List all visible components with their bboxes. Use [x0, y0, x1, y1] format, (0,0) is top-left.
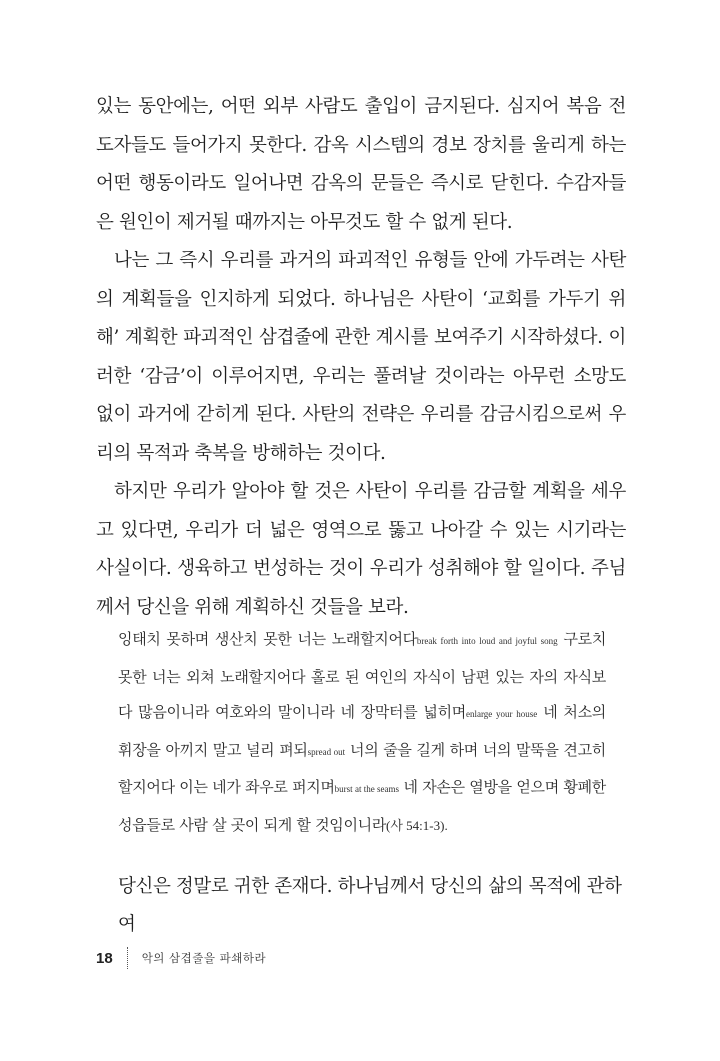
quote-text: 네 자손은 열방을 얻으며 황폐한 성읍들로 사람 살 곳이 되게 할 것임이니라 [118, 778, 606, 834]
paragraph-continued: 있는 동안에는, 어떤 외부 사람도 출입이 금지된다. 심지어 복음 전도자들도 들어가지 못한다. 감옥 시스템의 경보 장치를 울리게 하는 어떤 행동이라도 일어나면 감옥의 문들은 즉시로 닫힌다. 수감자들은 원인이 제거될 때까지는 아무것도 할 수 없게 된다. [96, 96, 626, 233]
closing-paragraph: 당신은 정말로 귀한 존재다. 하나님께서 당신의 삶의 목적에 관하여 [118, 876, 622, 935]
scripture-reference: (사 54:1-3). [386, 817, 448, 833]
page-footer [96, 945, 266, 971]
quote-text: 구로치 못한 너는 외쳐 노래할지어다 홀로 된 여인의 자식이 남편 있는 자의 자식보다 많음이니라 여호와의 말이니라 네 장막터를 넓히며 [118, 630, 607, 722]
english-gloss: break forth into loud and joyful song [416, 636, 558, 646]
page-number: 18 [96, 949, 113, 967]
paragraph-breakthrough: 하지만 우리가 알아야 할 것은 사탄이 우리를 감금할 계획을 세우고 있다면, 우리가 더 넓은 영역으로 뚫고 나아갈 수 있는 시기라는 사실이다. 생육하고 번성하는 것이 우리가 성취해야 할 일이다. 주님께서 당신을 위해 계획하신 것들을 보라. [96, 481, 626, 618]
quote-text: 네 처소의 휘장을 아끼지 말고 널리 펴되 [118, 703, 606, 759]
quote-text: 잉태치 못하며 생산치 못한 너는 노래할지어다 [118, 630, 417, 648]
scripture-quote [118, 622, 606, 844]
english-gloss: burst at the seams [334, 784, 400, 795]
running-title: 악의 삼겹줄을 파쇄하라 [141, 951, 267, 965]
english-gloss: spread out [307, 746, 346, 757]
english-gloss: enlarge your house [465, 709, 538, 720]
main-text [96, 88, 626, 627]
paragraph-satan-plan: 나는 그 즉시 우리를 과거의 파괴적인 유형들 안에 가두려는 사탄의 계획들을 인지하게 되었다. 하나님은 사탄이 ‘교회를 가두기 위해’ 계획한 파괴적인 삼겹줄에 관한 계시를 보여주기 시작하셨다. 이러한 ‘감금’이 이루어지면, 우리는 풀려날 것이라는 아무런 소망도 없이 과거에 갇히게 된다. 사탄의 전략은 우리를 감금시킴으로써 우리의 목적과 축복을 방해하는 것이다. [96, 250, 626, 464]
footer-divider [127, 947, 128, 969]
quote-text: 너의 줄을 길게 하며 너의 말뚝을 견고히 할지어다 이는 네가 좌우로 퍼지며 [118, 740, 606, 797]
